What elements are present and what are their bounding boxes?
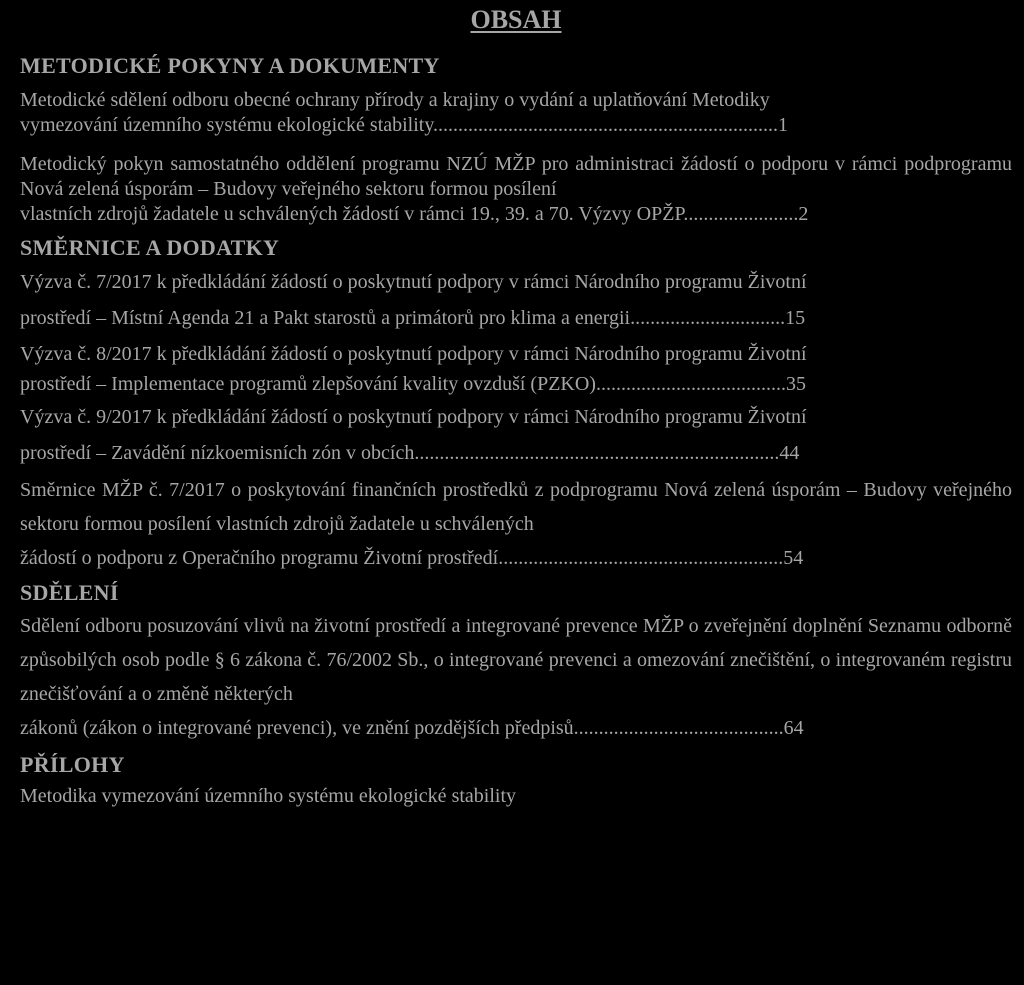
toc-entry-last-line: zákonů (zákon o integrované prevenci), ve znění pozdějších předpisů..........................................64 bbox=[20, 717, 804, 739]
toc-entry-last-line: vymezování územního systému ekologické stability.....................................................................1 bbox=[20, 114, 789, 136]
toc-entry[interactable] bbox=[20, 339, 1012, 399]
toc-entry-last-line: žádostí o podporu z Operačního programu Životní prostředí.........................................................54 bbox=[20, 547, 804, 569]
toc-entry[interactable] bbox=[20, 609, 1012, 745]
toc-entry-last-line: prostředí – Místní Agenda 21 a Pakt starostů a primátorů pro klima a energii...............................15 bbox=[20, 307, 806, 329]
toc-entry-text: Výzva č. 7/2017 k předkládání žádostí o poskytnutí podpory v rámci Národního programu Životní bbox=[20, 271, 807, 293]
section-heading-smernice-a-dodatky: SMĚRNICE A DODATKY bbox=[20, 235, 280, 260]
toc-entry[interactable] bbox=[20, 152, 1012, 227]
toc-entry-text: Metodické sdělení odboru obecné ochrany přírody a krajiny o vydání a uplatňování Metodiky bbox=[20, 89, 770, 111]
toc-entry-text: Metodický pokyn samostatného oddělení programu NZÚ MŽP pro administraci žádostí o podporu v rámci podprogramu Nová zelená úsporám – Budovy veřejného sektoru formou posílení bbox=[20, 153, 1012, 200]
section-heading-metodicke-pokyny: METODICKÉ POKYNY A DOKUMENTY bbox=[20, 53, 440, 78]
section-heading-prilohy: PŘÍLOHY bbox=[20, 752, 125, 777]
page-title: OBSAH bbox=[470, 5, 562, 34]
section-heading-sdeleni: SDĚLENÍ bbox=[20, 580, 119, 605]
toc-entry-last-line: vlastních zdrojů žadatele u schválených žádostí v rámci 19., 39. a 70. Výzvy OPŽP.......................2 bbox=[20, 203, 809, 225]
toc-entry[interactable] bbox=[20, 88, 1012, 138]
toc-entry-text: Výzva č. 9/2017 k předkládání žádostí o poskytnutí podpory v rámci Národního programu Životní bbox=[20, 406, 807, 428]
toc-entry[interactable] bbox=[20, 399, 1012, 471]
toc-entry[interactable] bbox=[20, 473, 1012, 575]
toc-entry[interactable] bbox=[20, 264, 1012, 336]
toc-entry-last-line: prostředí – Zavádění nízkoemisních zón v obcích.........................................................................44 bbox=[20, 442, 800, 464]
toc-entry-last-line: prostředí – Implementace programů zlepšování kvality ovzduší (PZKO)......................................35 bbox=[20, 373, 806, 395]
toc-entry-last-line: Metodika vymezování územního systému ekologické stability bbox=[20, 785, 517, 807]
toc-entry-text: Směrnice MŽP č. 7/2017 o poskytování finančních prostředků z podprogramu Nová zelená úsporám – Budovy veřejného sektoru formou posílení vlastních zdrojů žadatele u schválených bbox=[20, 479, 1012, 535]
toc-entry-text: Sdělení odboru posuzování vlivů na životní prostředí a integrované prevence MŽP o zveřejnění doplnění Seznamu odborně způsobilých osob podle § 6 zákona č. 76/2002 Sb., o integrované prevenci a omezování znečištění, o integrovaném registru znečišťování a o změně některých bbox=[20, 615, 1012, 705]
toc-entry[interactable] bbox=[20, 781, 1012, 811]
table-of-contents bbox=[20, 4, 1012, 811]
toc-entry-text: Výzva č. 8/2017 k předkládání žádostí o poskytnutí podpory v rámci Národního programu Životní bbox=[20, 343, 807, 365]
